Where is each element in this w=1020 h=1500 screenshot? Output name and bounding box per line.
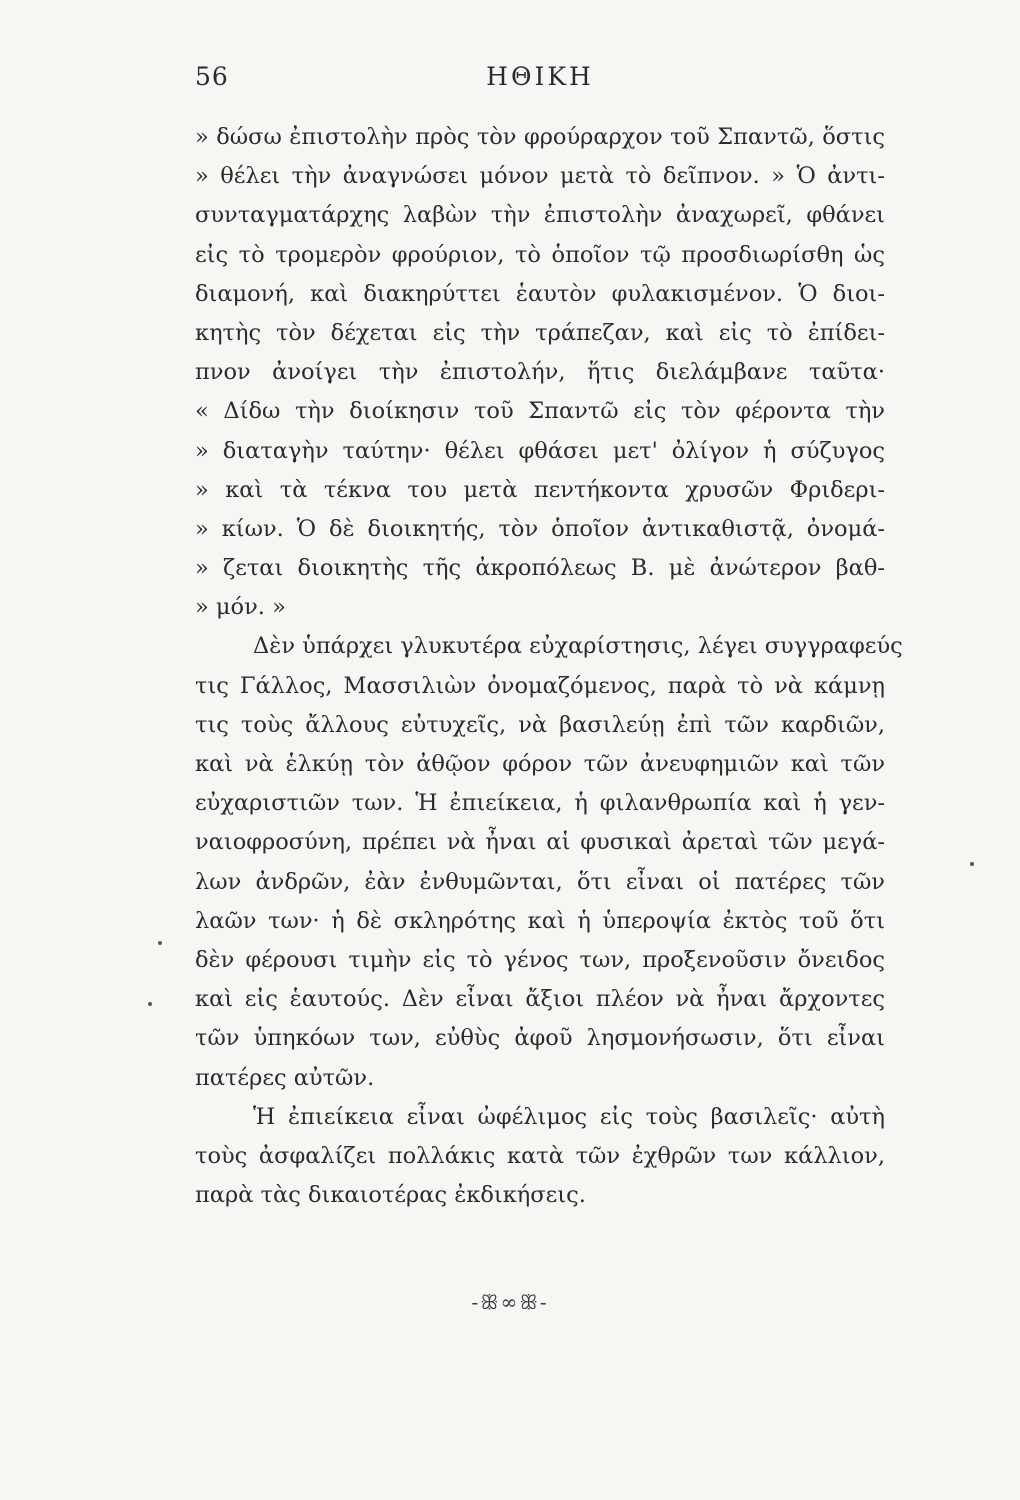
text-line: συνταγματάρχης λαβὼν τὴν ἐπιστολὴν ἀναχωρεῖ, φθάνει [195, 202, 885, 229]
text-line: κητὴς τὸν δέχεται εἰς τὴν τράπεζαν, καὶ εἰς τὸ ἐπίδει- [195, 319, 885, 346]
text-line: » θέλει τὴν ἀναγνώσει μόνον μετὰ τὸ δεῖπνον. » Ὁ ἀντι- [195, 163, 885, 190]
paragraph-start-line: Δὲν ὑπάρχει γλυκυτέρα εὐχαρίστησις, λέγει συγγραφεύς [253, 633, 903, 660]
text-line: εὐχαριστιῶν των. Ἡ ἐπιείκεια, ἡ φιλανθρωπία καὶ ἡ γεν- [195, 790, 885, 817]
text-line: » διαταγὴν ταύτην· θέλει φθάσει μετ' ὀλίγον ἡ σύζυγος [195, 437, 885, 464]
text-line: δὲν φέρουσι τιμὴν εἰς τὸ γένος των, προξενοῦσιν ὄνειδος [195, 946, 885, 973]
page-number: 56 [195, 62, 229, 91]
body-text [195, 118, 903, 1215]
end-ornament: -ꕥ∞ꕥ- [471, 1290, 549, 1314]
text-line: πνον ἀνοίγει τὴν ἐπιστολήν, ἥτις διελάμβανε ταῦτα· [195, 359, 885, 386]
text-line: « Δίδω τὴν διοίκησιν τοῦ Σπαντῶ εἰς τὸν φέροντα τὴν [195, 398, 885, 425]
running-head [195, 62, 885, 102]
text-line: τοὺς ἀσφαλίζει πολλάκις κατὰ τῶν ἐχθρῶν των κάλλιον, [195, 1142, 885, 1169]
text-line: τῶν ὑπηκόων των, εὐθὺς ἀφοῦ λησμονήσωσιν, ὅτι εἶναι [195, 1025, 885, 1052]
paper-speck [148, 1002, 152, 1006]
paragraph-start-line: Ἡ ἐπιείκεια εἶναι ὠφέλιμος εἰς τοὺς βασιλεῖς· αὐτὴ [253, 1103, 885, 1130]
text-line: » μόν. » [195, 594, 286, 621]
text-line: τις Γάλλος, Μασσιλιὼν ὀνομαζόμενος, παρὰ τὸ νὰ κάμνῃ [195, 672, 885, 699]
text-line: πατέρες αὐτῶν. [195, 1064, 375, 1091]
text-line: διαμονή, καὶ διακηρύττει ἑαυτὸν φυλακισμένον. Ὁ διοι- [195, 280, 885, 307]
text-line: » ζεται διοικητὴς τῆς ἀκροπόλεως Β. μὲ ἀνώτερον βαθ- [195, 555, 885, 582]
text-line: εἰς τὸ τρομερὸν φρούριον, τὸ ὁποῖον τῷ προσδιωρίσθη ὡς [195, 241, 885, 268]
text-line: τις τοὺς ἄλλους εὐτυχεῖς, νὰ βασιλεύῃ ἐπὶ τῶν καρδιῶν, [195, 711, 885, 738]
text-line: » καὶ τὰ τέκνα του μετὰ πεντήκοντα χρυσῶν Φριδερι- [195, 476, 885, 503]
text-line: παρὰ τὰς δικαιοτέρας ἐκδικήσεις. [195, 1182, 586, 1209]
paper-speck [158, 941, 162, 945]
paper-speck [970, 862, 974, 866]
text-line: λαῶν των· ἡ δὲ σκληρότης καὶ ἡ ὑπεροψία ἐκτὸς τοῦ ὅτι [195, 907, 885, 934]
text-line: » δώσω ἐπιστολὴν πρὸς τὸν φρούραρχον τοῦ Σπαντῶ, ὅστις [195, 124, 885, 150]
text-line: ναιοφροσύνη, πρέπει νὰ ἦναι αἱ φυσικαὶ ἀρεταὶ τῶν μεγά- [195, 829, 885, 856]
text-line: καὶ εἰς ἑαυτούς. Δὲν εἶναι ἄξιοι πλέον νὰ ἦναι ἄρχοντες [195, 986, 885, 1013]
text-line: λων ἀνδρῶν, ἐὰν ἐνθυμῶνται, ὅτι εἶναι οἱ πατέρες τῶν [195, 868, 885, 895]
text-line: » κίων. Ὁ δὲ διοικητής, τὸν ὁποῖον ἀντικαθιστᾷ, ὀνομά- [195, 515, 885, 542]
running-title: ΗΘΙΚΗ [486, 62, 594, 91]
text-line: καὶ νὰ ἑλκύῃ τὸν ἀθῷον φόρον τῶν ἀνευφημιῶν καὶ τῶν [195, 751, 885, 777]
